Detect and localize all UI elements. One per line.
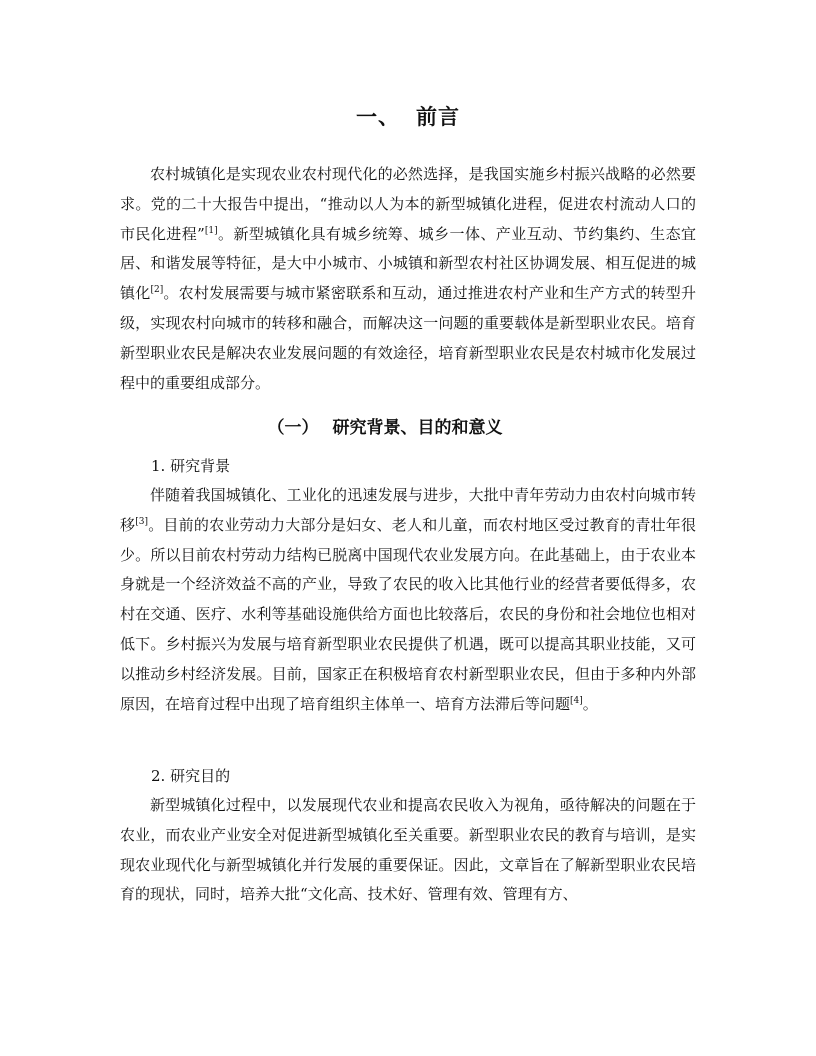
- subheading-research-background: [151, 452, 230, 480]
- heading-number: 2.: [151, 767, 166, 785]
- intro-paragraph: [120, 160, 696, 398]
- heading-number: 一、: [356, 105, 400, 129]
- citation-ref: [1]: [204, 225, 218, 236]
- text-run: 新型城镇化过程中，以发展现代农业和提高农民收入为视角，亟待解决的问题在于农业，而农业产业安全对促进新型城镇化至关重要。新型职业农民的教育与培训，是实现农业现代化与新型城镇化并行发展的重要保证。因此，文章旨在了解新型职业农民培育的现状，同时，培养大批“文化高、技术好、管理有效、管理有方、: [120, 796, 696, 904]
- text-run: 。目前的农业劳动力大部分是妇女、老人和儿童，而农村地区受过教育的青壮年很少。所以目前农村劳动力结构已脱离中国现代农业发展方向。在此基础上，由于农业本身就是一个经济效益不高的产业，导致了农民的收入比其他行业的经营者要低得多，农村在交通、医疗、水利等基础设施供给方面也比较落后，农民的身份和社会地位也相对低下。乡村振兴为发展与培育新型职业农民提供了机遇，既可以提高其职业技能，又可以推动乡村经济发展。目前，国家正在积极培育农村新型职业农民，但由于多种内外部原因，在培育过程中出现了培育组织主体单一、培育方法滞后等问题: [120, 515, 696, 713]
- heading-title: 研究背景: [170, 457, 231, 475]
- text-run: 。: [582, 694, 598, 713]
- citation-ref: [2]: [150, 285, 164, 296]
- text-run: 。农村发展需要与城市紧密联系和互动，通过推进农村产业和生产方式的转型升级，实现农村向城市的转移和融合，而解决这一问题的重要载体是新型职业农民。培育新型职业农民是解决农业发展问题的有效途径，培育新型职业农民是农村城市化发展过程中的重要组成部分。: [120, 284, 696, 392]
- purpose-paragraph: [120, 791, 696, 910]
- text-run: 农村城镇化是实现农业农村现代化的必然选择，是我国实施乡村振兴战略的必然要求。党的二十大报告中提出，“推动以人为本的新型城镇化进程，促进农村流动人口的市民化进程”: [120, 165, 696, 243]
- citation-ref: [3]: [135, 516, 148, 527]
- text-run: 。新型城镇化具有城乡统筹、城乡一体、产业互动、节约集约、生态宜居、和谐发展等特征，是大中小城市、小城镇和新型农村社区协调发展、相互促进的城镇化: [120, 224, 696, 303]
- heading-number: （一）: [267, 418, 319, 438]
- heading-title: 研究目的: [170, 767, 231, 785]
- background-paragraph: [120, 481, 696, 719]
- heading-title: 研究背景、目的和意义: [332, 418, 503, 438]
- text-run: 伴随着我国城镇化、工业化的迅速发展与进步，大批中青年劳动力由农村向城市转移: [120, 486, 696, 534]
- heading-number: 1.: [151, 457, 166, 475]
- citation-ref: [4]: [570, 695, 583, 706]
- heading-title: 前言: [416, 105, 460, 129]
- subheading-research-purpose: [151, 762, 230, 790]
- subsection-heading-background: [0, 414, 816, 442]
- section-heading-preface: [0, 100, 816, 134]
